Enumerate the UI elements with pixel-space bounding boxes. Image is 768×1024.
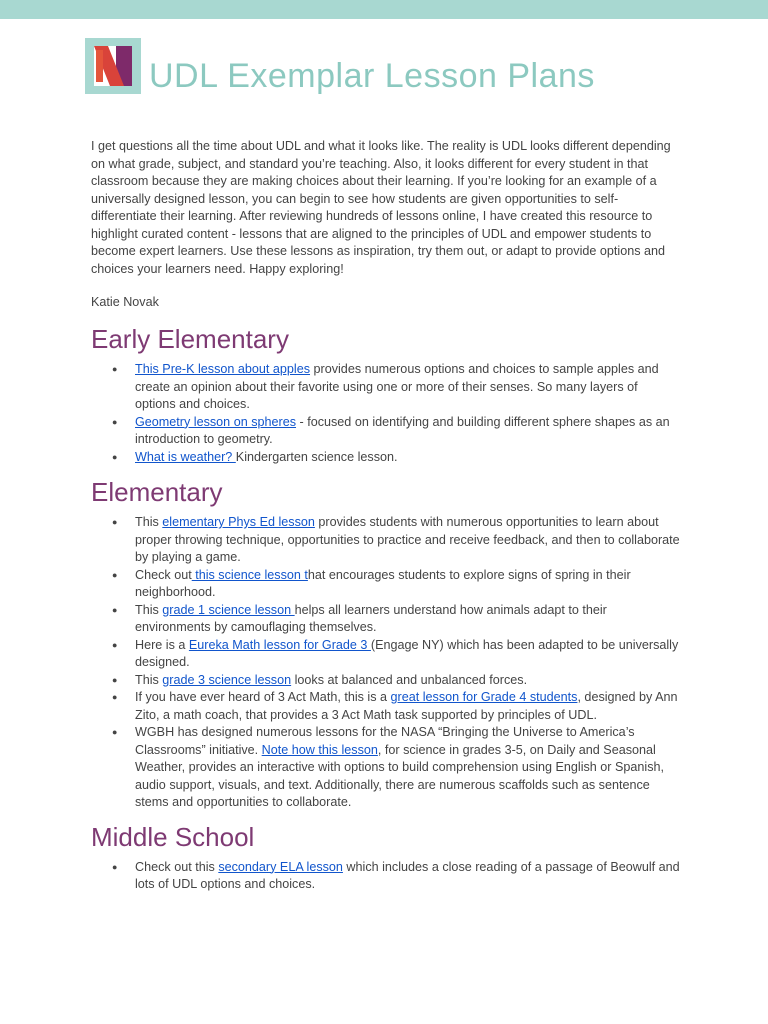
list-item: ● WGBH has designed numerous lessons for the NASA “Bringing the Universe to America’s Classrooms” initiative. Note how this lesson, for science in grades 3-5, on Daily and Seasonal Weather, provides an interactive with options to build comprehension using English or Spanish, audio support, visuals, and text. Additionally, there are numerous scaffolds such as sentence stems and opportunities to collaborate.: [135, 724, 681, 812]
lesson-link[interactable]: Eureka Math lesson for Grade 3: [188, 637, 371, 652]
list-item: ● Check out this secondary ELA lesson which includes a close reading of a passage of Beowulf and lots of UDL options and choices.: [135, 859, 681, 894]
lesson-list: [91, 514, 681, 812]
top-accent-band: [0, 0, 768, 19]
lesson-link[interactable]: Note how this lesson: [261, 742, 378, 757]
document-body: [91, 138, 681, 894]
list-item: ● Geometry lesson on spheres - focused on identifying and building different sphere shapes as an introduction to geometry.: [135, 414, 681, 449]
list-item: ● This grade 1 science lesson helps all learners understand how animals adapt to their environments by camouflaging themselves.: [135, 602, 681, 637]
section-heading: Elementary: [91, 477, 223, 507]
section-heading: Early Elementary: [91, 324, 289, 354]
list-item: ● This grade 3 science lesson looks at balanced and unbalanced forces.: [135, 672, 681, 690]
lesson-link[interactable]: What is weather?: [135, 449, 236, 464]
lesson-list: [91, 859, 681, 894]
lesson-link[interactable]: grade 3 science lesson: [162, 672, 292, 687]
lesson-link[interactable]: grade 1 science lesson: [162, 602, 295, 617]
list-item: ● Here is a Eureka Math lesson for Grade 3 (Engage NY) which has been adapted to be universally designed.: [135, 637, 681, 672]
novak-logo: [85, 38, 141, 94]
page-title: UDL Exemplar Lesson Plans: [149, 57, 595, 95]
lesson-link[interactable]: great lesson for Grade 4 students: [390, 690, 578, 704]
section-elementary: [91, 476, 681, 812]
lesson-list: [91, 361, 681, 466]
lesson-link[interactable]: secondary ELA lesson: [218, 859, 343, 874]
section-heading: Middle School: [91, 821, 255, 852]
list-item: ● If you have ever heard of 3 Act Math, this is a great lesson for Grade 4 students, designed by Ann Zito, a math coach, that provides a 3 Act Math task supported by principles of UDL.: [135, 689, 681, 724]
author-name: Katie Novak: [91, 295, 159, 309]
n-logo-icon: [94, 46, 132, 86]
lesson-link[interactable]: Geometry lesson on spheres: [135, 414, 297, 429]
section-early-elementary: [91, 323, 681, 466]
intro-paragraph: I get questions all the time about UDL and what it looks like. The reality is UDL looks different depending on what grade, subject, and standard you’re teaching. Also, it looks different for every student in that classroom because they are making choices about their learning. If you’re looking for an example of a universally designed lesson, you can begin to see how students are given opportunities to self-differentiate their learning. After reviewing hundreds of lessons online, I have created this resource to highlight curated content - lessons that are aligned to the principles of UDL and empower students to become expert learners. Use these lessons as inspiration, try them out, or adapt to provide options and choices your learners need. Happy exploring!: [91, 139, 671, 276]
list-item: ● This elementary Phys Ed lesson provides students with numerous opportunities to learn about proper throwing technique, opportunities to practice and receive feedback, and then to collaborate by playing a game.: [135, 514, 681, 567]
list-item: ● Check out this science lesson that encourages students to explore signs of spring in their neighborhood.: [135, 567, 681, 602]
lesson-link[interactable]: This Pre-K lesson about apples: [135, 362, 311, 376]
lesson-link[interactable]: this science lesson t: [191, 567, 308, 582]
list-item: ● This Pre-K lesson about apples provides numerous options and choices to sample apples and create an opinion about their favorite using one or more of their senses. So many layers of options and choices.: [135, 361, 681, 414]
list-item: ● What is weather? Kindergarten science lesson.: [135, 449, 681, 467]
lesson-link[interactable]: elementary Phys Ed lesson: [162, 515, 315, 529]
document-header: [85, 38, 595, 94]
section-middle-school: [91, 821, 681, 894]
